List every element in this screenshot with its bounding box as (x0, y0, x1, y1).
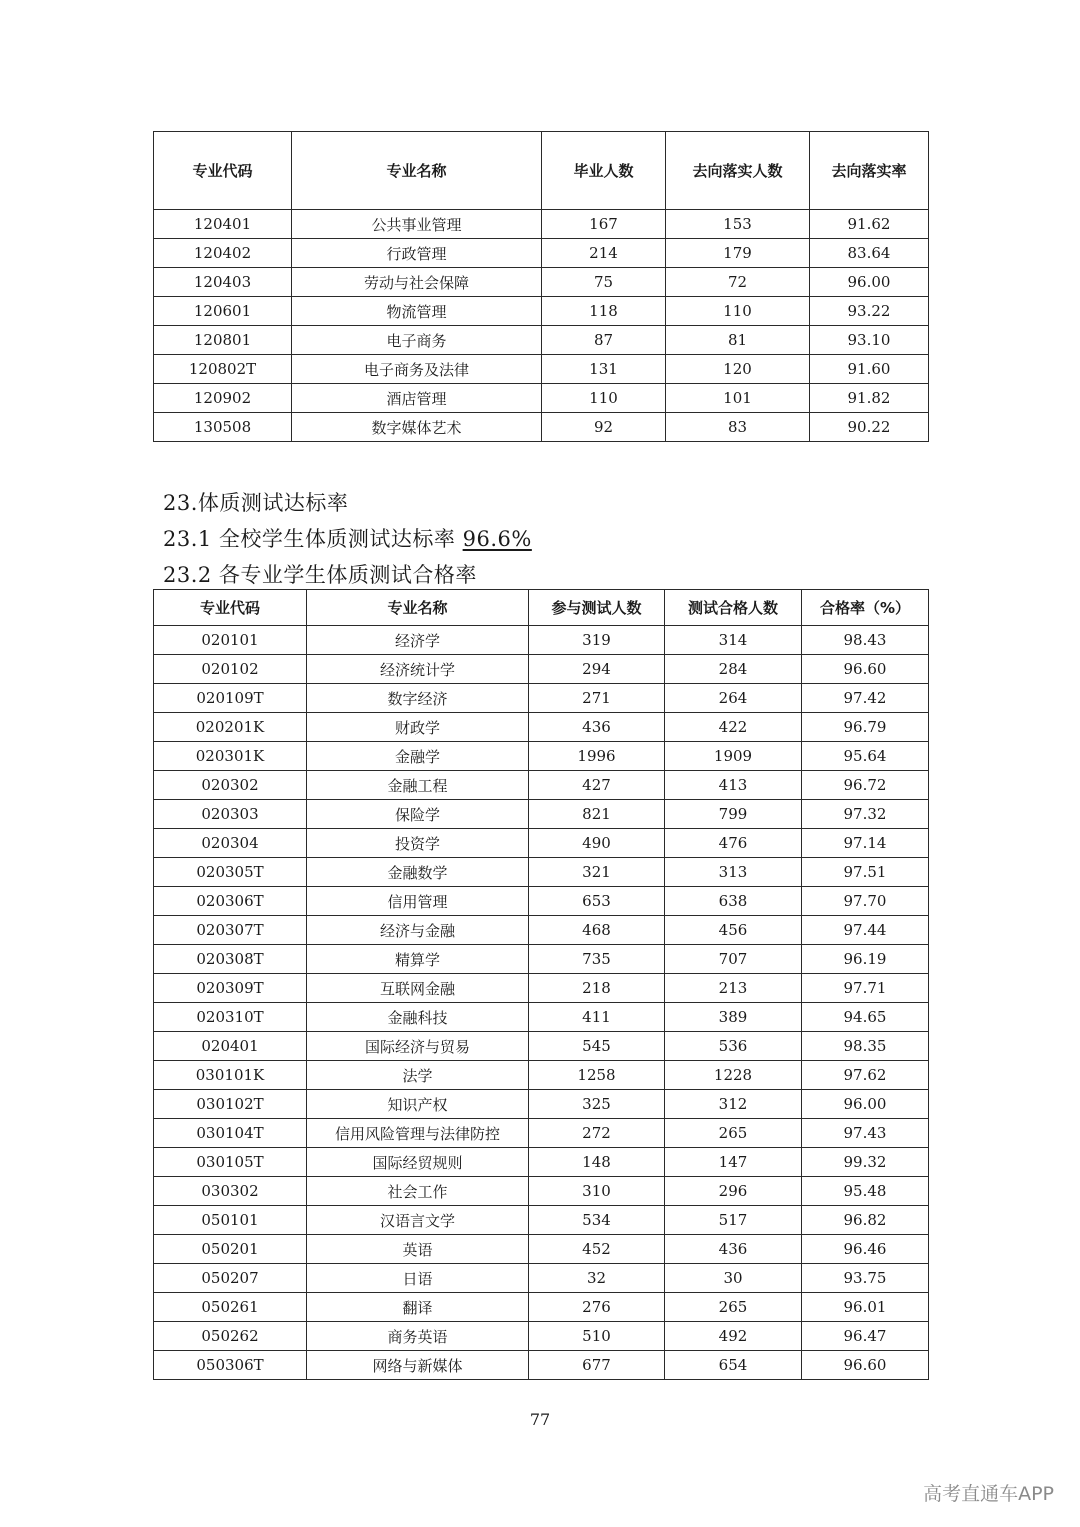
cell-count-b: 654 (665, 1351, 802, 1380)
cell-major-name: 电子商务 (292, 326, 542, 355)
cell-count-b: 213 (665, 974, 802, 1003)
cell-major-code: 020102 (154, 655, 307, 684)
cell-major-name: 社会工作 (307, 1177, 529, 1206)
cell-major-code: 030102T (154, 1090, 307, 1119)
cell-count-b: 1228 (665, 1061, 802, 1090)
cell-count-a: 735 (529, 945, 665, 974)
cell-major-name: 经济统计学 (307, 655, 529, 684)
section-heading-23-2: 23.2 各专业学生体质测试合格率 (163, 563, 477, 587)
cell-count-a: 148 (529, 1148, 665, 1177)
fitness-pass-rate-table (153, 589, 929, 1380)
watermark: 高考直通车APP (923, 1483, 1054, 1505)
page-number: 77 (529, 1410, 551, 1429)
cell-rate: 96.01 (802, 1293, 929, 1322)
cell-count-a: 1996 (529, 742, 665, 771)
cell-rate: 96.00 (802, 1090, 929, 1119)
cell-count-a: 276 (529, 1293, 665, 1322)
cell-count-b: 179 (666, 239, 810, 268)
cell-major-name: 金融数学 (307, 858, 529, 887)
cell-major-name: 汉语言文学 (307, 1206, 529, 1235)
table-row (154, 1032, 929, 1061)
cell-count-a: 92 (542, 413, 666, 442)
cell-count-b: 83 (666, 413, 810, 442)
section-heading-23-1 (163, 523, 532, 553)
cell-major-name: 酒店管理 (292, 384, 542, 413)
cell-major-name: 经济学 (307, 626, 529, 655)
header-major-name: 专业名称 (292, 132, 542, 210)
cell-rate: 93.10 (810, 326, 929, 355)
table-row (154, 713, 929, 742)
table-row (154, 413, 929, 442)
heading-text: 23.1 全校学生体质测试达标率 (163, 527, 456, 551)
cell-count-b: 422 (665, 713, 802, 742)
cell-major-code: 050262 (154, 1322, 307, 1351)
cell-rate: 97.43 (802, 1119, 929, 1148)
cell-count-a: 510 (529, 1322, 665, 1351)
header-tested-count: 参与测试人数 (529, 590, 665, 626)
cell-major-name: 法学 (307, 1061, 529, 1090)
cell-major-code: 120403 (154, 268, 292, 297)
cell-major-name: 保险学 (307, 800, 529, 829)
cell-count-b: 799 (665, 800, 802, 829)
cell-count-b: 517 (665, 1206, 802, 1235)
cell-major-code: 120402 (154, 239, 292, 268)
cell-major-code: 020302 (154, 771, 307, 800)
cell-count-a: 534 (529, 1206, 665, 1235)
cell-count-a: 75 (542, 268, 666, 297)
cell-count-a: 436 (529, 713, 665, 742)
cell-major-code: 020201K (154, 713, 307, 742)
cell-major-name: 数字媒体艺术 (292, 413, 542, 442)
cell-rate: 96.47 (802, 1322, 929, 1351)
table-row (154, 1206, 929, 1235)
cell-count-a: 271 (529, 684, 665, 713)
cell-major-code: 020308T (154, 945, 307, 974)
cell-rate: 97.62 (802, 1061, 929, 1090)
cell-count-a: 272 (529, 1119, 665, 1148)
table-row (154, 1177, 929, 1206)
cell-rate: 93.22 (810, 297, 929, 326)
cell-count-a: 468 (529, 916, 665, 945)
cell-rate: 96.82 (802, 1206, 929, 1235)
table-row (154, 1003, 929, 1032)
table-row (154, 384, 929, 413)
cell-major-name: 金融学 (307, 742, 529, 771)
cell-rate: 99.32 (802, 1148, 929, 1177)
cell-count-a: 131 (542, 355, 666, 384)
table-header-row (154, 590, 929, 626)
cell-major-code: 020401 (154, 1032, 307, 1061)
header-placed-count: 去向落实人数 (666, 132, 810, 210)
cell-count-a: 319 (529, 626, 665, 655)
cell-major-name: 网络与新媒体 (307, 1351, 529, 1380)
cell-major-code: 050207 (154, 1264, 307, 1293)
table-row (154, 1061, 929, 1090)
table-row (154, 297, 929, 326)
cell-count-b: 153 (666, 210, 810, 239)
cell-rate: 83.64 (810, 239, 929, 268)
table-row (154, 1264, 929, 1293)
cell-major-name: 投资学 (307, 829, 529, 858)
cell-rate: 93.75 (802, 1264, 929, 1293)
cell-count-b: 81 (666, 326, 810, 355)
cell-major-code: 120802T (154, 355, 292, 384)
header-pass-rate: 合格率（%） (802, 590, 929, 626)
overall-pass-rate: 96.6% (462, 527, 532, 551)
table-row (154, 1351, 929, 1380)
cell-count-b: 101 (666, 384, 810, 413)
table-row (154, 858, 929, 887)
cell-major-name: 电子商务及法律 (292, 355, 542, 384)
table-row (154, 742, 929, 771)
cell-count-a: 452 (529, 1235, 665, 1264)
cell-major-name: 信用管理 (307, 887, 529, 916)
cell-count-a: 427 (529, 771, 665, 800)
cell-count-b: 72 (666, 268, 810, 297)
cell-major-code: 050201 (154, 1235, 307, 1264)
cell-count-b: 265 (665, 1293, 802, 1322)
cell-count-b: 436 (665, 1235, 802, 1264)
table-row (154, 1235, 929, 1264)
cell-count-b: 30 (665, 1264, 802, 1293)
table-header-row (154, 132, 929, 210)
cell-rate: 97.44 (802, 916, 929, 945)
cell-major-name: 公共事业管理 (292, 210, 542, 239)
cell-major-name: 翻译 (307, 1293, 529, 1322)
cell-count-a: 677 (529, 1351, 665, 1380)
cell-major-name: 国际经济与贸易 (307, 1032, 529, 1061)
cell-rate: 96.79 (802, 713, 929, 742)
cell-count-a: 294 (529, 655, 665, 684)
cell-major-code: 120902 (154, 384, 292, 413)
cell-rate: 95.64 (802, 742, 929, 771)
cell-rate: 91.82 (810, 384, 929, 413)
cell-count-b: 476 (665, 829, 802, 858)
cell-rate: 97.14 (802, 829, 929, 858)
table-row (154, 1119, 929, 1148)
cell-major-name: 国际经贸规则 (307, 1148, 529, 1177)
cell-count-a: 411 (529, 1003, 665, 1032)
cell-major-name: 日语 (307, 1264, 529, 1293)
cell-count-a: 32 (529, 1264, 665, 1293)
cell-major-code: 120801 (154, 326, 292, 355)
cell-major-name: 英语 (307, 1235, 529, 1264)
cell-major-name: 金融科技 (307, 1003, 529, 1032)
cell-count-b: 110 (666, 297, 810, 326)
cell-count-b: 492 (665, 1322, 802, 1351)
table-row (154, 829, 929, 858)
table-row (154, 916, 929, 945)
cell-count-a: 545 (529, 1032, 665, 1061)
table-row (154, 1293, 929, 1322)
cell-rate: 97.51 (802, 858, 929, 887)
cell-major-code: 020310T (154, 1003, 307, 1032)
cell-major-name: 财政学 (307, 713, 529, 742)
cell-major-code: 020304 (154, 829, 307, 858)
cell-major-name: 知识产权 (307, 1090, 529, 1119)
cell-major-code: 020101 (154, 626, 307, 655)
header-major-code: 专业代码 (154, 132, 292, 210)
cell-count-a: 653 (529, 887, 665, 916)
cell-major-name: 行政管理 (292, 239, 542, 268)
table-row (154, 268, 929, 297)
table-row (154, 239, 929, 268)
cell-major-code: 020309T (154, 974, 307, 1003)
cell-major-name: 数字经济 (307, 684, 529, 713)
cell-rate: 91.62 (810, 210, 929, 239)
cell-major-code: 130508 (154, 413, 292, 442)
table-row (154, 887, 929, 916)
cell-major-code: 020307T (154, 916, 307, 945)
table-row (154, 210, 929, 239)
cell-major-code: 030302 (154, 1177, 307, 1206)
table-row (154, 1148, 929, 1177)
cell-count-b: 707 (665, 945, 802, 974)
cell-count-a: 110 (542, 384, 666, 413)
header-major-name: 专业名称 (307, 590, 529, 626)
cell-major-code: 030101K (154, 1061, 307, 1090)
cell-count-b: 147 (665, 1148, 802, 1177)
cell-major-code: 030105T (154, 1148, 307, 1177)
cell-count-b: 284 (665, 655, 802, 684)
cell-count-b: 264 (665, 684, 802, 713)
cell-rate: 91.60 (810, 355, 929, 384)
cell-major-name: 物流管理 (292, 297, 542, 326)
cell-rate: 97.71 (802, 974, 929, 1003)
cell-major-code: 120401 (154, 210, 292, 239)
table-row (154, 655, 929, 684)
employment-rate-table (153, 131, 929, 442)
cell-major-code: 020303 (154, 800, 307, 829)
table-row (154, 1322, 929, 1351)
cell-major-name: 经济与金融 (307, 916, 529, 945)
table-row (154, 684, 929, 713)
cell-rate: 96.72 (802, 771, 929, 800)
cell-major-name: 互联网金融 (307, 974, 529, 1003)
cell-count-b: 456 (665, 916, 802, 945)
cell-rate: 96.19 (802, 945, 929, 974)
cell-rate: 98.43 (802, 626, 929, 655)
cell-major-name: 金融工程 (307, 771, 529, 800)
cell-count-b: 296 (665, 1177, 802, 1206)
table-row (154, 974, 929, 1003)
cell-count-b: 536 (665, 1032, 802, 1061)
cell-major-code: 020305T (154, 858, 307, 887)
table-row (154, 945, 929, 974)
cell-count-a: 218 (529, 974, 665, 1003)
cell-count-a: 1258 (529, 1061, 665, 1090)
cell-count-a: 87 (542, 326, 666, 355)
cell-count-a: 214 (542, 239, 666, 268)
cell-major-code: 050306T (154, 1351, 307, 1380)
cell-count-a: 821 (529, 800, 665, 829)
table-row (154, 771, 929, 800)
cell-count-b: 120 (666, 355, 810, 384)
cell-major-code: 020306T (154, 887, 307, 916)
cell-count-a: 118 (542, 297, 666, 326)
cell-rate: 94.65 (802, 1003, 929, 1032)
table-row (154, 355, 929, 384)
cell-count-a: 167 (542, 210, 666, 239)
cell-major-code: 030104T (154, 1119, 307, 1148)
header-passed-count: 测试合格人数 (665, 590, 802, 626)
cell-count-b: 265 (665, 1119, 802, 1148)
table-row (154, 626, 929, 655)
cell-count-b: 413 (665, 771, 802, 800)
cell-major-code: 120601 (154, 297, 292, 326)
cell-count-a: 310 (529, 1177, 665, 1206)
cell-major-code: 020109T (154, 684, 307, 713)
cell-count-b: 312 (665, 1090, 802, 1119)
cell-rate: 97.70 (802, 887, 929, 916)
header-major-code: 专业代码 (154, 590, 307, 626)
section-heading-23: 23.体质测试达标率 (163, 491, 349, 515)
cell-count-b: 314 (665, 626, 802, 655)
table-row (154, 326, 929, 355)
cell-count-a: 321 (529, 858, 665, 887)
cell-count-b: 638 (665, 887, 802, 916)
cell-major-name: 劳动与社会保障 (292, 268, 542, 297)
cell-count-a: 490 (529, 829, 665, 858)
cell-major-code: 050101 (154, 1206, 307, 1235)
cell-major-name: 精算学 (307, 945, 529, 974)
cell-rate: 90.22 (810, 413, 929, 442)
cell-major-code: 020301K (154, 742, 307, 771)
cell-rate: 96.60 (802, 655, 929, 684)
cell-major-name: 信用风险管理与法律防控 (307, 1119, 529, 1148)
cell-count-b: 313 (665, 858, 802, 887)
cell-rate: 97.42 (802, 684, 929, 713)
cell-count-a: 325 (529, 1090, 665, 1119)
header-placement-rate: 去向落实率 (810, 132, 929, 210)
table-row (154, 1090, 929, 1119)
table-row (154, 800, 929, 829)
cell-rate: 98.35 (802, 1032, 929, 1061)
cell-rate: 96.46 (802, 1235, 929, 1264)
cell-count-b: 1909 (665, 742, 802, 771)
cell-rate: 95.48 (802, 1177, 929, 1206)
cell-rate: 97.32 (802, 800, 929, 829)
cell-major-code: 050261 (154, 1293, 307, 1322)
header-graduates: 毕业人数 (542, 132, 666, 210)
cell-rate: 96.00 (810, 268, 929, 297)
cell-major-name: 商务英语 (307, 1322, 529, 1351)
cell-count-b: 389 (665, 1003, 802, 1032)
cell-rate: 96.60 (802, 1351, 929, 1380)
